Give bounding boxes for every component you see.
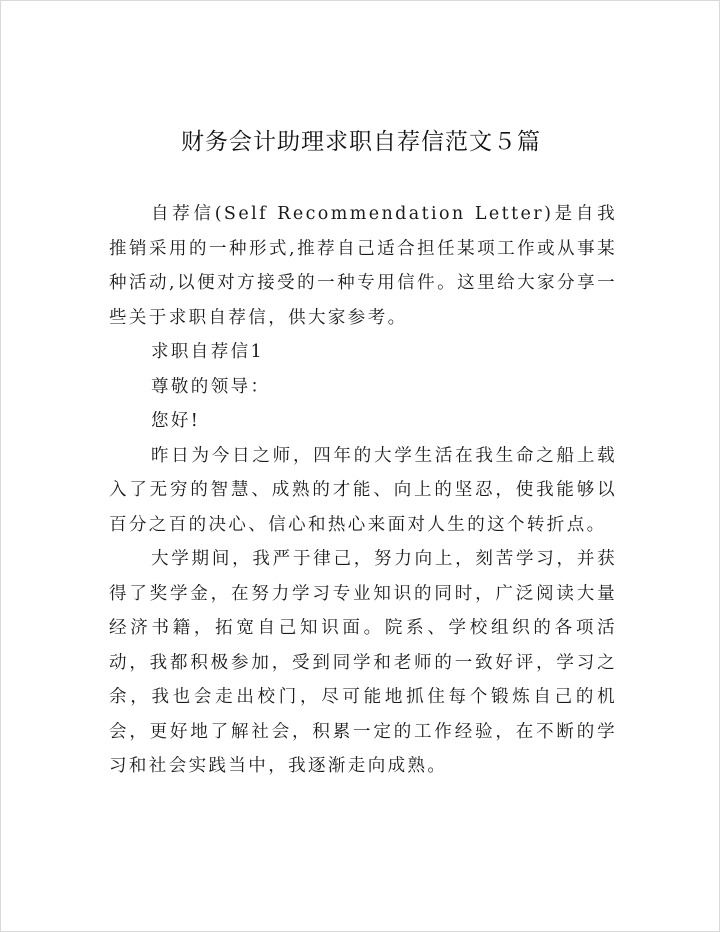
document-title: 财务会计助理求职自荐信范文５篇 [181, 129, 541, 155]
letter-salutation: 尊敬的领导： [151, 376, 271, 397]
letter-heading: 求职自荐信1 [151, 342, 265, 362]
letter-paragraph: 昨日为今日之师，四年的大学生活在我生命之船上载入了无穷的智慧、成熟的才能、向上的坚忍，使我能够以百分之百的决心、信心和热心来面对人生的这个转折点。 [109, 445, 617, 535]
letter-paragraph: 大学期间，我严于律己，努力向上，刻苦学习，并获得了奖学金，在努力学习专业知识的同时，广泛阅读大量经济书籍，拓宽自己知识面。院系、学校组织的各项活动，我都积极参加，受到同学和老师的一致好评，学习之余，我也会走出校门，尽可能地抓住每个锻炼自己的机会，更好地了解社会，积累一定的工作经验，在不断的学习和社会实践当中，我逐渐走向成熟。 [109, 549, 617, 776]
letter-greeting: 您好! [151, 411, 201, 431]
document-body [109, 197, 617, 784]
intro-paragraph: 自荐信(Self Recommendation Letter)是自我推销采用的一种形式,推荐自己适合担任某项工作或从事某种活动,以便对方接受的一种专用信件。这里给大家分享一些关于求职自荐信，供大家参考。 [109, 204, 617, 328]
